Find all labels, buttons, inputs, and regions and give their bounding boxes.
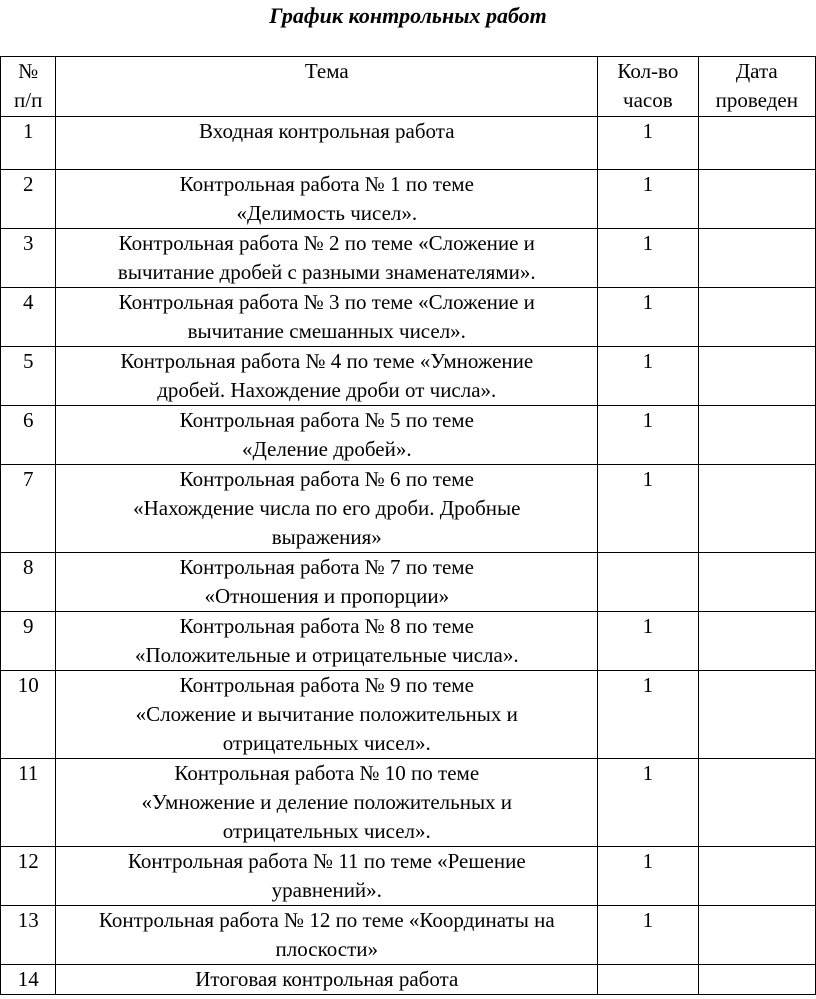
table-row	[1, 288, 816, 347]
topic-line: Контрольная работа № 7 по теме	[179, 555, 474, 579]
row-date	[698, 612, 815, 671]
row-hours: 1	[598, 406, 698, 465]
row-number: 10	[1, 671, 56, 759]
table-row	[1, 229, 816, 288]
row-topic	[56, 612, 598, 671]
row-hours: 1	[598, 229, 698, 288]
topic-line: плоскости»	[275, 937, 379, 961]
row-hours: 1	[598, 906, 698, 965]
control-works-table	[0, 56, 816, 995]
row-number: 4	[1, 288, 56, 347]
row-number: 5	[1, 347, 56, 406]
table-header-row	[1, 57, 816, 117]
row-topic	[56, 965, 598, 995]
topic-line: отрицательных чисел».	[222, 819, 431, 843]
row-topic	[56, 465, 598, 553]
topic-line: «Сложение и вычитание положительных и	[135, 702, 518, 726]
row-date	[698, 170, 815, 229]
row-topic	[56, 288, 598, 347]
topic-line: «Делимость чисел».	[236, 201, 418, 225]
row-number: 3	[1, 229, 56, 288]
topic-line: Контрольная работа № 4 по теме «Умножение	[120, 349, 534, 373]
header-date	[698, 57, 815, 117]
row-hours: 1	[598, 347, 698, 406]
row-hours	[598, 965, 698, 995]
row-number: 13	[1, 906, 56, 965]
row-hours: 1	[598, 117, 698, 170]
row-date	[698, 117, 815, 170]
header-num	[1, 57, 56, 117]
row-hours: 1	[598, 170, 698, 229]
row-date	[698, 906, 815, 965]
header-hours-line: Кол-во	[617, 59, 679, 83]
row-number: 11	[1, 759, 56, 847]
header-hours-line: часов	[623, 88, 673, 112]
row-topic	[56, 117, 598, 170]
row-number: 2	[1, 170, 56, 229]
row-date	[698, 406, 815, 465]
header-date-line: Дата	[735, 59, 778, 83]
row-topic	[56, 170, 598, 229]
table-row	[1, 965, 816, 995]
table-row	[1, 612, 816, 671]
row-topic	[56, 759, 598, 847]
topic-line: Контрольная работа № 6 по теме	[179, 467, 474, 491]
row-topic	[56, 406, 598, 465]
header-topic-line: Тема	[304, 59, 349, 83]
row-date	[698, 671, 815, 759]
table-row	[1, 847, 816, 906]
row-date	[698, 229, 815, 288]
table-row	[1, 465, 816, 553]
topic-line: Контрольная работа № 1 по теме	[179, 172, 474, 196]
topic-line: вычитание смешанных чисел».	[187, 319, 466, 343]
row-date	[698, 288, 815, 347]
header-hours	[598, 57, 698, 117]
topic-line: Контрольная работа № 2 по теме «Сложение и	[118, 231, 535, 255]
topic-line: Контрольная работа № 12 по теме «Координаты на	[98, 908, 555, 932]
table-row	[1, 553, 816, 612]
row-number: 12	[1, 847, 56, 906]
row-date	[698, 553, 815, 612]
topic-line: «Нахождение числа по его дроби. Дробные	[133, 496, 521, 520]
topic-line: «Положительные и отрицательные числа».	[134, 643, 519, 667]
row-hours: 1	[598, 288, 698, 347]
header-date-line: проведен	[715, 88, 798, 112]
row-hours: 1	[598, 465, 698, 553]
row-topic	[56, 553, 598, 612]
table-row	[1, 347, 816, 406]
row-topic	[56, 671, 598, 759]
topic-line: Контрольная работа № 9 по теме	[179, 673, 474, 697]
topic-line: Контрольная работа № 3 по теме «Сложение и	[118, 290, 535, 314]
topic-line: Контрольная работа № 5 по теме	[179, 408, 474, 432]
row-hours	[598, 553, 698, 612]
row-hours: 1	[598, 847, 698, 906]
topic-line: Итоговая контрольная работа	[195, 967, 459, 991]
topic-line: дробей. Нахождение дроби от числа».	[157, 378, 497, 402]
topic-line: отрицательных чисел».	[222, 731, 431, 755]
table-row	[1, 759, 816, 847]
row-date	[698, 965, 815, 995]
header-num-line: п/п	[14, 88, 43, 112]
row-number: 8	[1, 553, 56, 612]
row-date	[698, 465, 815, 553]
table-row	[1, 671, 816, 759]
row-number: 1	[1, 117, 56, 170]
row-number: 7	[1, 465, 56, 553]
topic-line: Контрольная работа № 11 по теме «Решение	[127, 849, 526, 873]
row-date	[698, 347, 815, 406]
topic-line: Контрольная работа № 10 по теме	[174, 761, 480, 785]
row-topic	[56, 906, 598, 965]
table-row	[1, 117, 816, 170]
row-date	[698, 847, 815, 906]
row-date	[698, 759, 815, 847]
topic-line: «Отношения и пропорции»	[204, 584, 450, 608]
header-num-line: №	[18, 59, 39, 83]
table-row	[1, 170, 816, 229]
topic-line: Входная контрольная работа	[199, 119, 455, 143]
row-hours: 1	[598, 671, 698, 759]
table-row	[1, 906, 816, 965]
row-hours: 1	[598, 759, 698, 847]
topic-line: «Умножение и деление положительных и	[141, 790, 513, 814]
row-topic	[56, 347, 598, 406]
topic-line: вычитание дробей с разными знаменателями».	[117, 260, 536, 284]
header-topic	[56, 57, 598, 117]
row-number: 6	[1, 406, 56, 465]
row-topic	[56, 229, 598, 288]
topic-line: Контрольная работа № 8 по теме	[179, 614, 474, 638]
table-row	[1, 406, 816, 465]
topic-line: «Деление дробей».	[241, 437, 412, 461]
page-title: График контрольных работ	[269, 3, 547, 28]
topic-line: выражения»	[271, 525, 382, 549]
row-hours: 1	[598, 612, 698, 671]
topic-line: уравнений».	[271, 878, 382, 902]
row-number: 14	[1, 965, 56, 995]
row-number: 9	[1, 612, 56, 671]
row-topic	[56, 847, 598, 906]
